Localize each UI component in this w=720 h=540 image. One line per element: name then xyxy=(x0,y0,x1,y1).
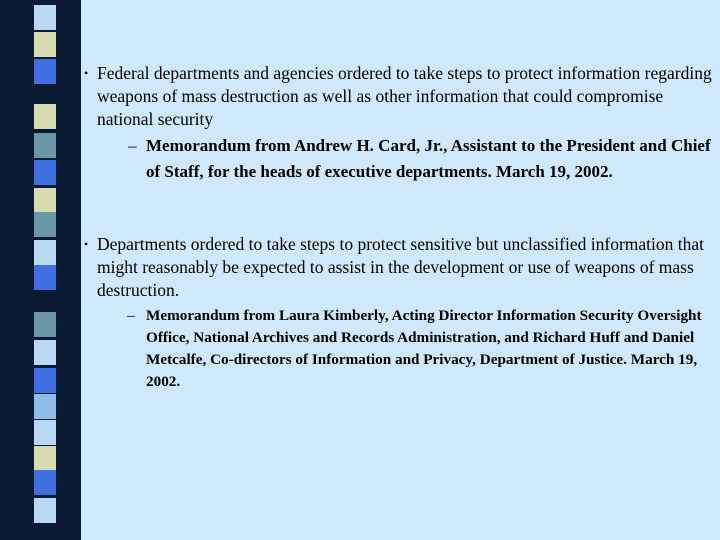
bullet-item xyxy=(84,233,718,393)
stripe-block xyxy=(34,32,56,57)
stripe-block xyxy=(34,240,56,265)
stripe-block xyxy=(34,104,56,129)
sub-bullet-dash: – xyxy=(127,307,135,324)
sub-bullet-item xyxy=(127,305,718,393)
stripe-block xyxy=(34,133,56,158)
sub-bullet-item xyxy=(128,133,718,185)
stripe-block xyxy=(34,446,56,471)
stripe-block xyxy=(34,265,56,290)
spacer xyxy=(84,185,718,233)
stripe-block xyxy=(34,498,56,523)
stripe-block xyxy=(34,212,56,237)
stripe-block xyxy=(34,470,56,495)
bullet-dot: • xyxy=(84,66,89,80)
bullet-text: Federal departments and agencies ordered to take steps to protect information regarding weapons of mass destruction as well as other information that could compromise national security xyxy=(97,63,712,129)
bullet-text: Departments ordered to take steps to protect sensitive but unclassified information that might reasonably be expected to assist in the development or use of weapons of mass destruction. xyxy=(97,234,704,300)
stripe-block xyxy=(34,160,56,185)
stripe-block xyxy=(34,188,56,213)
stripe-block xyxy=(34,59,56,84)
bullet-item xyxy=(84,62,718,185)
stripe-block xyxy=(34,340,56,365)
stripe-block xyxy=(34,312,56,337)
sub-bullet-text: Memorandum from Laura Kimberly, Acting Director Information Security Oversight Office, National Archives and Records Administration, and Richard Huff and Daniel Metcalfe, Co-directors of Information and Privacy, Department of Justice. March 19, 2002. xyxy=(146,307,702,390)
decorative-stripe-column xyxy=(19,0,81,540)
bullet-dot: • xyxy=(84,237,89,251)
sub-bullet-dash: – xyxy=(128,136,137,155)
stripe-block xyxy=(34,394,56,419)
left-dark-bar xyxy=(0,0,19,540)
stripe-block xyxy=(34,368,56,393)
slide-content xyxy=(84,62,718,393)
stripe-block xyxy=(34,5,56,30)
sub-bullet-text: Memorandum from Andrew H. Card, Jr., Assistant to the President and Chief of Staff, for the heads of executive departments. March 19, 2002. xyxy=(146,136,711,181)
stripe-block xyxy=(34,420,56,445)
